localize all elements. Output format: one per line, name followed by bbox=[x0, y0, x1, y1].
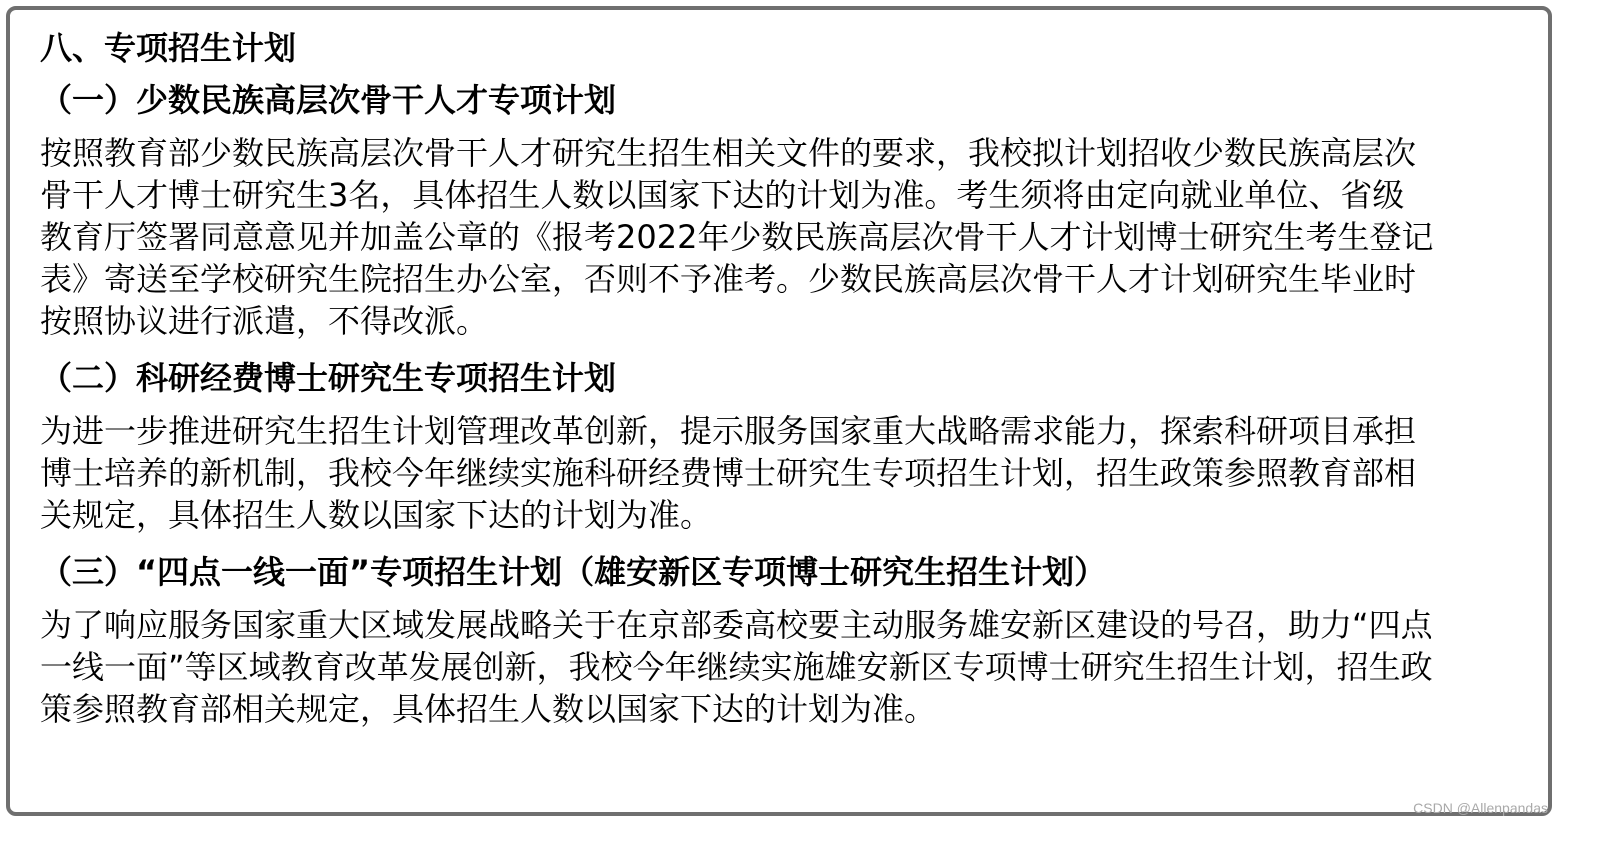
subsection-paragraph-1: 按照教育部少数民族高层次骨干人才研究生招生相关文件的要求，我校拟计划招收少数民族高层次骨干人才博士研究生3名，具体招生人数以国家下达的计划为准。考生须将由定向就业单位、省级教育厅签署同意意见并加盖公章的《报考2022年少数民族高层次骨干人才计划博士研究生考生登记表》寄送至学校研究生院招生办公室，否则不予准考。少数民族高层次骨干人才计划研究生毕业时按照协议进行派遣，不得改派。 bbox=[40, 134, 1434, 340]
document-content bbox=[40, 24, 1440, 742]
section-title: 八、专项招生计划 bbox=[40, 29, 297, 67]
subsection-paragraph-2: 为进一步推进研究生招生计划管理改革创新，提示服务国家重大战略需求能力，探索科研项目承担博士培养的新机制，我校今年继续实施科研经费博士研究生专项招生计划，招生政策参照教育部相关规定，具体招生人数以国家下达的计划为准。 bbox=[40, 412, 1417, 534]
subsection-title-3: （三）“四点一线一面”专项招生计划（雄安新区专项博士研究生招生计划） bbox=[40, 553, 1107, 591]
subsection-title-2: （二）科研经费博士研究生专项招生计划 bbox=[40, 359, 617, 397]
subsection-title-1: （一）少数民族高层次骨干人才专项计划 bbox=[40, 81, 617, 119]
document-frame bbox=[6, 6, 1552, 816]
subsection-paragraph-3: 为了响应服务国家重大区域发展战略关于在京部委高校要主动服务雄安新区建设的号召，助力“四点一线一面”等区域教育改革发展创新，我校今年继续实施雄安新区专项博士研究生招生计划，招生政策参照教育部相关规定，具体招生人数以国家下达的计划为准。 bbox=[40, 606, 1433, 728]
watermark: CSDN @Allenpandas bbox=[1413, 800, 1548, 816]
